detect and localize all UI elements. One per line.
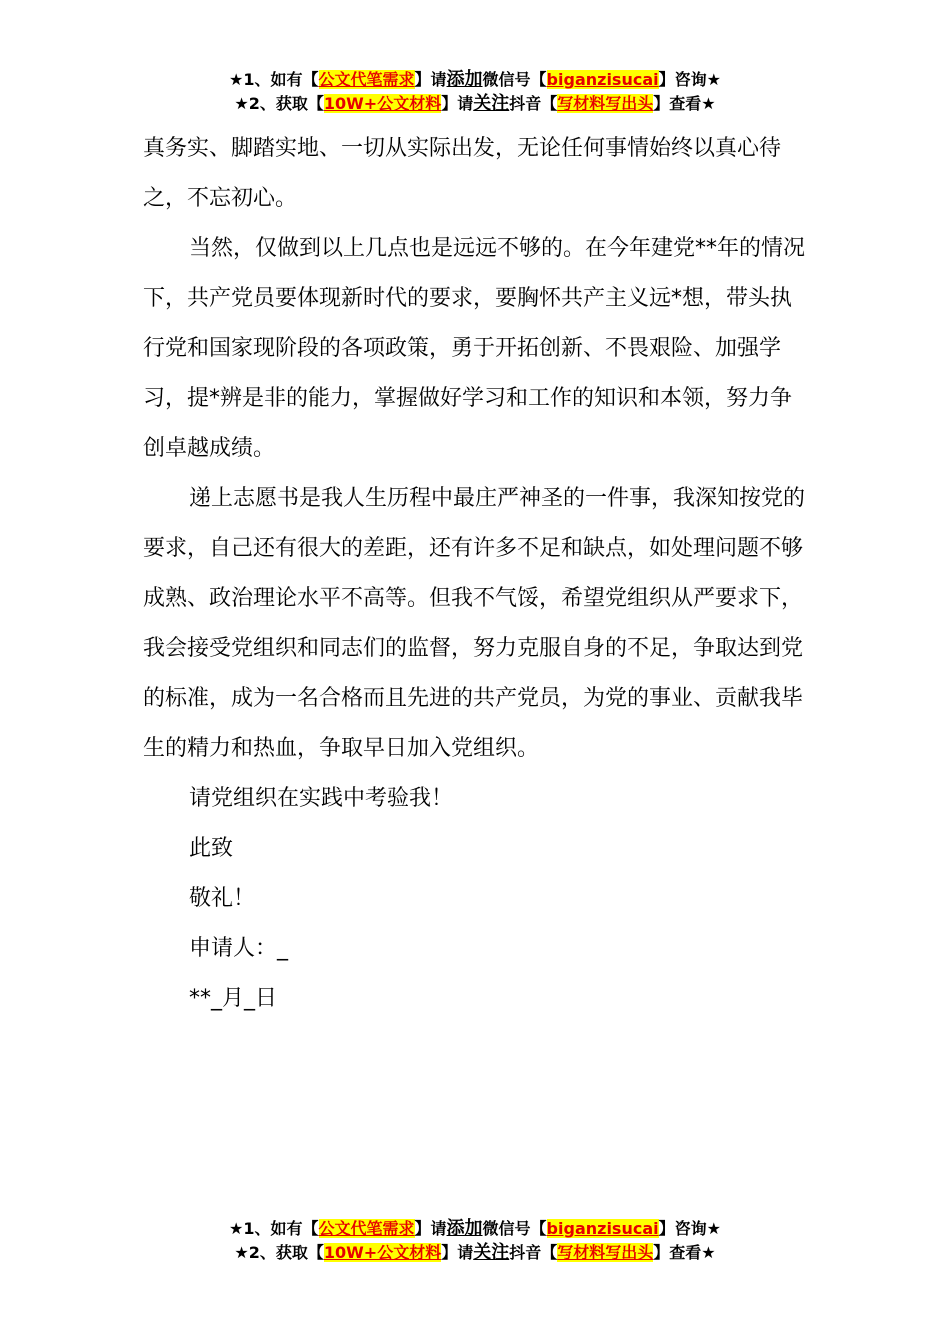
- douyin-highlight[interactable]: 写材料写出头: [557, 94, 654, 113]
- salutation-2: 敬礼！: [189, 886, 256, 911]
- banner-highlight[interactable]: 10W+公文材料: [323, 1243, 442, 1262]
- document-body: [143, 124, 808, 1024]
- banner-text: 抖音【: [509, 94, 558, 113]
- banner-text: ★2、获取【: [234, 1243, 324, 1262]
- banner-text: 】咨询★: [658, 1219, 721, 1238]
- applicant-line: 申请人：_: [189, 936, 289, 961]
- paragraph-1: 真务实、脚踏实地、一切从实际出发，无论任何事情始终以真心待之，不忘初心。: [143, 136, 782, 211]
- banner-text: 】查看★: [653, 1243, 716, 1262]
- bottom-banner: [0, 1217, 950, 1265]
- banner-text: 抖音【: [509, 1243, 558, 1262]
- banner-text: 微信号【: [482, 70, 547, 89]
- banner-emphasis: 关注: [473, 93, 510, 114]
- banner-line-2: [0, 92, 950, 116]
- paragraph-2: 当然，仅做到以上几点也是远远不够的。在今年建党**年的情况下，共产党员要体现新时代的要求，要胸怀共产主义远*想，带头执行党和国家现阶段的各项政策，勇于开拓创新、不畏艰险、加强学习，提*辨是非的能力，掌握做好学习和工作的知识和本领，努力争创卓越成绩。: [143, 236, 806, 461]
- banner-highlight[interactable]: 公文代笔需求: [318, 70, 415, 89]
- closing-request: 请党组织在实践中考验我！: [189, 786, 454, 811]
- banner-highlight[interactable]: 10W+公文材料: [323, 94, 442, 113]
- banner-text: ★1、如有【: [229, 1219, 319, 1238]
- salutation-1: 此致: [189, 836, 234, 861]
- banner-text: 】请: [414, 1219, 447, 1238]
- banner-emphasis: 添加: [446, 1218, 483, 1239]
- banner-text: 】查看★: [653, 94, 716, 113]
- paragraph-3: 递上志愿书是我人生历程中最庄严神圣的一件事，我深知按党的要求，自己还有很大的差距，还有许多不足和缺点，如处理问题不够成熟、政治理论水平不高等。但我不气馁，希望党组织从严要求下，我会接受党组织和同志们的监督，努力克服自身的不足，争取达到党的标准，成为一名合格而且先进的共产党员，为党的事业、贡献我毕生的精力和热血，争取早日加入党组织。: [143, 486, 806, 761]
- banner-text: 微信号【: [482, 1219, 547, 1238]
- douyin-highlight[interactable]: 写材料写出头: [557, 1243, 654, 1262]
- banner-line-1: [0, 1217, 950, 1241]
- wechat-id-highlight[interactable]: biganzisucai: [546, 1219, 659, 1238]
- top-banner: [0, 68, 950, 116]
- banner-line-1: [0, 68, 950, 92]
- wechat-id-highlight[interactable]: biganzisucai: [546, 70, 659, 89]
- banner-emphasis: 添加: [446, 69, 483, 90]
- banner-line-2: [0, 1241, 950, 1265]
- banner-text: ★1、如有【: [229, 70, 319, 89]
- banner-text: 】请: [414, 70, 447, 89]
- banner-text: 】请: [441, 94, 474, 113]
- date-line: **_月_日: [189, 986, 278, 1011]
- banner-highlight[interactable]: 公文代笔需求: [318, 1219, 415, 1238]
- banner-emphasis: 关注: [473, 1242, 510, 1263]
- banner-text: 】请: [441, 1243, 474, 1262]
- banner-text: 】咨询★: [658, 70, 721, 89]
- banner-text: ★2、获取【: [234, 94, 324, 113]
